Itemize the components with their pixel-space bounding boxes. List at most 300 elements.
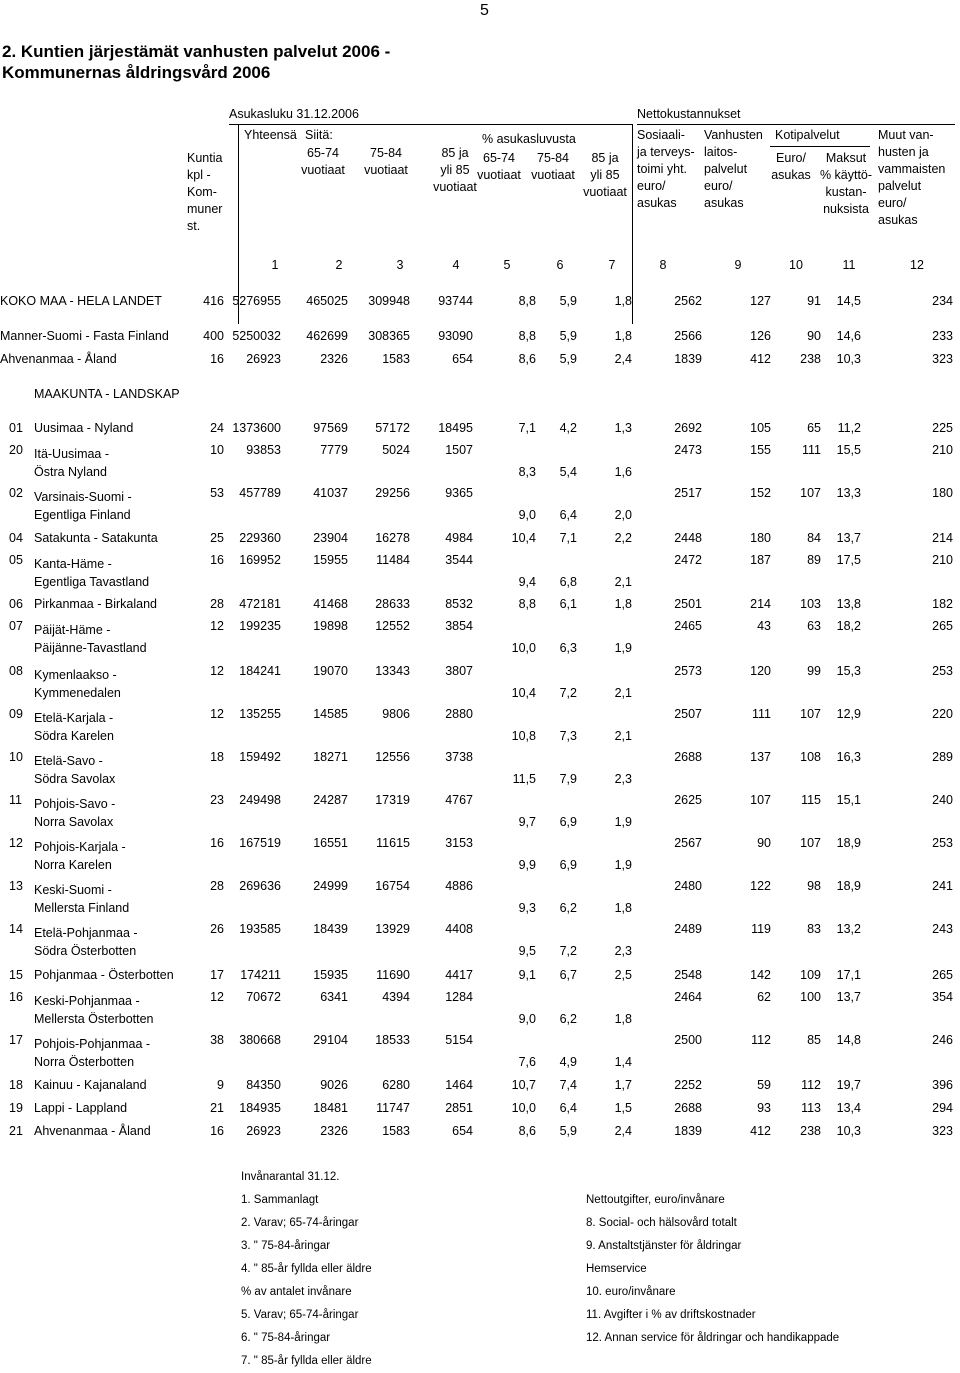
footnote-left-9: 7. " 85-år fyllda eller äldre bbox=[241, 1355, 372, 1367]
region-row-01-col-3: 57172 bbox=[375, 421, 410, 435]
total-row-1-col-8: 2566 bbox=[674, 329, 702, 343]
header-kuntia-line-1: Kuntia bbox=[187, 151, 223, 165]
region-row-05-col-0: 16 bbox=[210, 553, 224, 567]
total-row-2-col-8: 1839 bbox=[674, 352, 702, 366]
region-row-13-col-2: 24999 bbox=[313, 879, 348, 893]
region-row-10-col-11: 16,3 bbox=[836, 750, 861, 764]
region-row-02-col-9: 152 bbox=[750, 486, 771, 500]
region-row-18-col-1: 84350 bbox=[246, 1078, 281, 1092]
region-row-16-col-3: 4394 bbox=[382, 990, 410, 1004]
header-other-line-5: euro/ bbox=[878, 196, 907, 210]
region-row-08-col-11: 15,3 bbox=[836, 664, 861, 678]
total-row-2-col-0: 16 bbox=[210, 352, 224, 366]
region-row-07-col-1: 199235 bbox=[239, 619, 281, 633]
total-row-1-col-11: 14,6 bbox=[836, 329, 861, 343]
region-row-11-col-6: 6,9 bbox=[559, 815, 577, 829]
region-name: Päijät-Häme - bbox=[34, 623, 111, 637]
region-row-16-col-6: 6,2 bbox=[559, 1012, 577, 1026]
region-code: 13 bbox=[9, 879, 23, 893]
header-pct-65-74-line-2: vuotiaat bbox=[477, 168, 521, 182]
region-row-20-col-4: 1507 bbox=[445, 443, 473, 457]
region-row-13-col-0: 28 bbox=[210, 879, 224, 893]
total-row-2-col-1: 26923 bbox=[246, 352, 281, 366]
rule-asukasluku bbox=[229, 124, 632, 125]
region-row-07-col-0: 12 bbox=[210, 619, 224, 633]
region-name: Kainuu - Kajanaland bbox=[34, 1078, 147, 1092]
region-row-02-col-3: 29256 bbox=[375, 486, 410, 500]
region-row-21-col-2: 2326 bbox=[320, 1124, 348, 1138]
region-row-07-col-11: 18,2 bbox=[836, 619, 861, 633]
region-row-15-col-0: 17 bbox=[210, 968, 224, 982]
total-row-1-col-2: 462699 bbox=[306, 329, 348, 343]
region-row-18-col-12: 396 bbox=[932, 1078, 953, 1092]
footnote-left-7: 5. Varav; 65-74-åringar bbox=[241, 1309, 359, 1321]
region-row-04-col-5: 10,4 bbox=[511, 531, 536, 545]
region-row-01-col-7: 1,3 bbox=[614, 421, 632, 435]
region-row-21-col-12: 323 bbox=[932, 1124, 953, 1138]
region-row-19-col-10: 113 bbox=[801, 1101, 821, 1115]
region-row-09-col-2: 14585 bbox=[313, 707, 348, 721]
region-row-05-col-11: 17,5 bbox=[836, 553, 861, 567]
column-number-1: 1 bbox=[271, 258, 279, 272]
region-row-09-col-6: 7,3 bbox=[559, 729, 577, 743]
region-row-08-col-3: 13343 bbox=[375, 664, 410, 678]
region-row-15-col-6: 6,7 bbox=[559, 968, 577, 982]
column-number-9: 9 bbox=[734, 258, 742, 272]
region-row-09-col-7: 2,1 bbox=[614, 729, 632, 743]
region-row-08-col-9: 120 bbox=[750, 664, 771, 678]
region-row-20-col-3: 5024 bbox=[382, 443, 410, 457]
region-row-13-col-4: 4886 bbox=[445, 879, 473, 893]
region-row-11-col-1: 249498 bbox=[239, 793, 281, 807]
region-row-02-col-6: 6,4 bbox=[559, 508, 577, 522]
region-name-swedish: Egentliga Finland bbox=[34, 508, 131, 522]
total-row-0-col-2: 465025 bbox=[306, 294, 348, 308]
region-row-04-col-9: 180 bbox=[750, 531, 771, 545]
footnote-right-5: Hemservice bbox=[586, 1263, 647, 1275]
region-row-19-col-4: 2851 bbox=[445, 1101, 473, 1115]
column-number-11: 11 bbox=[842, 258, 856, 272]
total-row-0-col-0: 416 bbox=[203, 294, 224, 308]
total-row-0-col-10: 91 bbox=[807, 294, 821, 308]
region-name: Etelä-Savo - bbox=[34, 754, 103, 768]
header-count-65-74-line-1: 65-74 bbox=[307, 146, 339, 160]
total-row-2-col-2: 2326 bbox=[320, 352, 348, 366]
region-row-01-col-6: 4,2 bbox=[559, 421, 577, 435]
region-row-15-col-4: 4417 bbox=[445, 968, 473, 982]
region-row-02-col-10: 107 bbox=[800, 486, 821, 500]
total-row-2-col-7: 2,4 bbox=[614, 352, 632, 366]
region-row-08-col-10: 99 bbox=[807, 664, 821, 678]
region-name: Kanta-Häme - bbox=[34, 557, 112, 571]
region-row-05-col-3: 11484 bbox=[376, 553, 410, 567]
region-code: 07 bbox=[9, 619, 23, 633]
region-row-13-col-11: 18,9 bbox=[836, 879, 861, 893]
region-name: Keski-Suomi - bbox=[34, 883, 112, 897]
region-row-09-col-9: 111 bbox=[751, 707, 771, 721]
region-row-12-col-4: 3153 bbox=[445, 836, 473, 850]
region-row-18-col-7: 1,7 bbox=[614, 1078, 632, 1092]
total-row-0-col-4: 93744 bbox=[438, 294, 473, 308]
region-row-18-col-0: 9 bbox=[217, 1078, 224, 1092]
region-row-18-col-8: 2252 bbox=[674, 1078, 702, 1092]
header-institutional-line-3: palvelut bbox=[704, 162, 748, 176]
region-row-07-col-7: 1,9 bbox=[614, 641, 632, 655]
region-row-05-col-1: 169952 bbox=[239, 553, 281, 567]
region-row-13-col-1: 269636 bbox=[239, 879, 281, 893]
region-row-17-col-3: 18533 bbox=[375, 1033, 410, 1047]
region-row-21-col-7: 2,4 bbox=[614, 1124, 632, 1138]
region-row-16-col-11: 13,7 bbox=[836, 990, 861, 1004]
total-row-label: KOKO MAA - HELA LANDET bbox=[0, 294, 162, 308]
region-code: 19 bbox=[9, 1101, 23, 1115]
region-row-06-col-10: 103 bbox=[800, 597, 821, 611]
region-row-18-col-9: 59 bbox=[757, 1078, 771, 1092]
region-row-11-col-9: 107 bbox=[750, 793, 771, 807]
region-row-21-col-6: 5,9 bbox=[559, 1124, 577, 1138]
region-row-13-col-10: 98 bbox=[807, 879, 821, 893]
region-row-14-col-4: 4408 bbox=[445, 922, 473, 936]
region-row-21-col-9: 412 bbox=[750, 1124, 771, 1138]
region-row-12-col-6: 6,9 bbox=[559, 858, 577, 872]
region-row-16-col-1: 70672 bbox=[246, 990, 281, 1004]
footnote-right-2: Nettoutgifter, euro/invånare bbox=[586, 1194, 725, 1206]
region-row-15-col-1: 174211 bbox=[240, 968, 281, 982]
region-code: 14 bbox=[9, 922, 23, 936]
column-number-3: 3 bbox=[396, 258, 404, 272]
header-home-euro-line-1: Euro/ bbox=[776, 151, 806, 165]
region-name: Satakunta - Satakunta bbox=[34, 531, 158, 545]
region-row-20-col-10: 111 bbox=[801, 443, 821, 457]
region-row-19-col-11: 13,4 bbox=[836, 1101, 861, 1115]
region-row-09-col-1: 135255 bbox=[239, 707, 281, 721]
region-row-07-col-6: 6,3 bbox=[559, 641, 577, 655]
region-row-21-col-4: 654 bbox=[452, 1124, 473, 1138]
region-row-12-col-2: 16551 bbox=[313, 836, 348, 850]
region-row-14-col-3: 13929 bbox=[375, 922, 410, 936]
region-row-09-col-5: 10,8 bbox=[511, 729, 536, 743]
region-row-11-col-0: 23 bbox=[210, 793, 224, 807]
region-row-20-col-8: 2473 bbox=[674, 443, 702, 457]
region-row-01-col-5: 7,1 bbox=[518, 421, 536, 435]
region-row-06-col-5: 8,8 bbox=[518, 597, 536, 611]
region-row-06-col-6: 6,1 bbox=[559, 597, 577, 611]
region-row-15-col-12: 265 bbox=[932, 968, 953, 982]
region-code: 05 bbox=[9, 553, 23, 567]
region-row-20-col-9: 155 bbox=[750, 443, 771, 457]
region-row-18-col-2: 9026 bbox=[320, 1078, 348, 1092]
region-row-09-col-8: 2507 bbox=[674, 707, 702, 721]
total-row-1-col-7: 1,8 bbox=[614, 329, 632, 343]
region-row-04-col-3: 16278 bbox=[375, 531, 410, 545]
header-institutional-line-2: laitos- bbox=[704, 145, 738, 159]
region-row-07-col-10: 63 bbox=[807, 619, 821, 633]
region-name: Pirkanmaa - Birkaland bbox=[34, 597, 157, 611]
region-row-10-col-1: 159492 bbox=[239, 750, 281, 764]
region-name: Kymenlaakso - bbox=[34, 668, 117, 682]
region-row-13-col-8: 2480 bbox=[674, 879, 702, 893]
region-row-19-col-6: 6,4 bbox=[559, 1101, 577, 1115]
region-row-08-col-7: 2,1 bbox=[614, 686, 632, 700]
header-social-health-line-3: toimi yht. bbox=[637, 162, 688, 176]
region-row-04-col-7: 2,2 bbox=[614, 531, 632, 545]
region-row-06-col-3: 28633 bbox=[375, 597, 410, 611]
region-row-05-col-12: 210 bbox=[932, 553, 953, 567]
region-name: Lappi - Lappland bbox=[34, 1101, 128, 1115]
region-row-21-col-3: 1583 bbox=[382, 1124, 410, 1138]
region-row-13-col-3: 16754 bbox=[375, 879, 410, 893]
region-row-16-col-8: 2464 bbox=[674, 990, 702, 1004]
region-code: 20 bbox=[9, 443, 23, 457]
region-row-17-col-6: 4,9 bbox=[559, 1055, 577, 1069]
region-code: 15 bbox=[9, 968, 23, 982]
region-row-04-col-10: 84 bbox=[807, 531, 821, 545]
region-code: 17 bbox=[9, 1033, 23, 1047]
column-number-2: 2 bbox=[335, 258, 343, 272]
region-row-17-col-2: 29104 bbox=[313, 1033, 348, 1047]
header-count-85-line-1: 85 ja bbox=[441, 146, 469, 160]
region-row-20-col-12: 210 bbox=[932, 443, 953, 457]
region-row-12-col-7: 1,9 bbox=[614, 858, 632, 872]
region-row-14-col-0: 26 bbox=[210, 922, 224, 936]
region-row-11-col-5: 9,7 bbox=[518, 815, 536, 829]
header-institutional-line-1: Vanhusten bbox=[704, 128, 763, 142]
footnote-right-6: 10. euro/invånare bbox=[586, 1286, 676, 1298]
region-row-10-col-5: 11,5 bbox=[512, 772, 536, 786]
region-row-08-col-6: 7,2 bbox=[559, 686, 577, 700]
footnote-left-5: 4. " 85-år fyllda eller äldre bbox=[241, 1263, 372, 1275]
region-row-09-col-10: 107 bbox=[800, 707, 821, 721]
total-row-2-col-9: 412 bbox=[750, 352, 771, 366]
page-number: 5 bbox=[480, 2, 489, 19]
rule-kotipalvelut bbox=[770, 146, 870, 147]
region-row-10-col-3: 12556 bbox=[375, 750, 410, 764]
region-row-08-col-4: 3807 bbox=[445, 664, 473, 678]
region-row-20-col-11: 15,5 bbox=[836, 443, 861, 457]
footnote-right-7: 11. Avgifter i % av driftskostnader bbox=[586, 1309, 756, 1321]
total-row-1-col-0: 400 bbox=[203, 329, 224, 343]
region-row-09-col-11: 12,9 bbox=[836, 707, 861, 721]
header-other-line-2: husten ja bbox=[878, 145, 929, 159]
header-social-health-line-2: ja terveys- bbox=[637, 145, 695, 159]
region-row-11-col-12: 240 bbox=[932, 793, 953, 807]
region-row-06-col-0: 28 bbox=[210, 597, 224, 611]
region-row-15-col-9: 142 bbox=[750, 968, 771, 982]
region-row-16-col-10: 100 bbox=[800, 990, 821, 1004]
region-row-02-col-4: 9365 bbox=[445, 486, 473, 500]
region-row-15-col-3: 11690 bbox=[376, 968, 410, 982]
region-row-12-col-10: 107 bbox=[800, 836, 821, 850]
region-code: 06 bbox=[9, 597, 23, 611]
region-row-01-col-8: 2692 bbox=[674, 421, 702, 435]
region-row-11-col-3: 17319 bbox=[375, 793, 410, 807]
region-row-01-col-0: 24 bbox=[210, 421, 224, 435]
header-home-fees-line-2: % käyttö- bbox=[819, 168, 873, 182]
region-row-17-col-9: 112 bbox=[751, 1033, 771, 1047]
region-row-01-col-12: 225 bbox=[932, 421, 953, 435]
header-siita: Siitä: bbox=[305, 128, 333, 142]
region-name: Etelä-Pohjanmaa - bbox=[34, 926, 138, 940]
region-name: Etelä-Karjala - bbox=[34, 711, 114, 725]
region-row-14-col-11: 13,2 bbox=[836, 922, 861, 936]
header-home-euro-line-2: asukas bbox=[771, 168, 811, 182]
region-row-12-col-0: 16 bbox=[210, 836, 224, 850]
page-title-line-1: 2. Kuntien järjestämät vanhusten palvelut 2006 - bbox=[2, 42, 391, 61]
region-row-21-col-11: 10,3 bbox=[836, 1124, 861, 1138]
total-row-2-col-10: 238 bbox=[800, 352, 821, 366]
region-row-14-col-2: 18439 bbox=[313, 922, 348, 936]
header-home-fees-line-3: kustan- bbox=[825, 185, 867, 199]
footnote-left-3: 2. Varav; 65-74-åringar bbox=[241, 1217, 359, 1229]
region-row-16-col-0: 12 bbox=[210, 990, 224, 1004]
region-row-07-col-4: 3854 bbox=[445, 619, 473, 633]
region-row-05-col-9: 187 bbox=[750, 553, 771, 567]
total-row-2-col-12: 323 bbox=[932, 352, 953, 366]
region-row-09-col-12: 220 bbox=[932, 707, 953, 721]
region-code: 09 bbox=[9, 707, 23, 721]
total-row-1-col-4: 93090 bbox=[438, 329, 473, 343]
total-row-1-col-6: 5,9 bbox=[559, 329, 577, 343]
region-row-01-col-11: 11,2 bbox=[837, 421, 861, 435]
region-row-05-col-7: 2,1 bbox=[614, 575, 632, 589]
region-code: 12 bbox=[9, 836, 23, 850]
region-row-04-col-11: 13,7 bbox=[836, 531, 861, 545]
region-name-swedish: Östra Nyland bbox=[34, 465, 107, 479]
region-name-swedish: Södra Österbotten bbox=[34, 944, 137, 958]
region-row-13-col-12: 241 bbox=[932, 879, 953, 893]
header-pct-85-line-1: 85 ja bbox=[591, 151, 619, 165]
header-home-fees-line-4: nuksista bbox=[823, 202, 869, 216]
header-asukasluku: Asukasluku 31.12.2006 bbox=[229, 107, 359, 121]
total-row-label: Manner-Suomi - Fasta Finland bbox=[0, 329, 169, 343]
region-name-swedish: Norra Karelen bbox=[34, 858, 112, 872]
region-row-15-col-2: 15935 bbox=[313, 968, 348, 982]
region-row-11-col-2: 24287 bbox=[313, 793, 348, 807]
region-row-18-col-10: 112 bbox=[801, 1078, 821, 1092]
region-row-06-col-9: 214 bbox=[750, 597, 771, 611]
region-name: Itä-Uusimaa - bbox=[34, 447, 110, 461]
total-row-0-col-11: 14,5 bbox=[836, 294, 861, 308]
region-row-10-col-9: 137 bbox=[750, 750, 771, 764]
region-row-14-col-6: 7,2 bbox=[559, 944, 577, 958]
region-row-17-col-11: 14,8 bbox=[836, 1033, 861, 1047]
region-row-11-col-4: 4767 bbox=[445, 793, 473, 807]
region-row-18-col-5: 10,7 bbox=[511, 1078, 536, 1092]
region-row-14-col-9: 119 bbox=[751, 922, 771, 936]
region-row-17-col-12: 246 bbox=[932, 1033, 953, 1047]
region-row-02-col-7: 2,0 bbox=[614, 508, 632, 522]
region-row-10-col-4: 3738 bbox=[445, 750, 473, 764]
total-row-label: Ahvenanmaa - Åland bbox=[0, 352, 117, 366]
section-label: MAAKUNTA - LANDSKAP bbox=[34, 387, 180, 401]
region-row-07-col-3: 12552 bbox=[375, 619, 410, 633]
column-number-6: 6 bbox=[556, 258, 564, 272]
header-pct-75-84-line-2: vuotiaat bbox=[531, 168, 575, 182]
region-row-17-col-8: 2500 bbox=[674, 1033, 702, 1047]
region-row-18-col-3: 6280 bbox=[382, 1078, 410, 1092]
header-nettokustannukset: Nettokustannukset bbox=[637, 107, 741, 121]
region-row-01-col-4: 18495 bbox=[438, 421, 473, 435]
region-row-19-col-8: 2688 bbox=[674, 1101, 702, 1115]
region-row-04-col-2: 23904 bbox=[313, 531, 348, 545]
region-row-06-col-7: 1,8 bbox=[614, 597, 632, 611]
region-row-17-col-1: 380668 bbox=[239, 1033, 281, 1047]
total-row-0-col-7: 1,8 bbox=[614, 294, 632, 308]
column-number-5: 5 bbox=[503, 258, 511, 272]
footnote-left-8: 6. " 75-84-åringar bbox=[241, 1332, 331, 1344]
region-row-14-col-1: 193585 bbox=[239, 922, 281, 936]
region-row-09-col-3: 9806 bbox=[382, 707, 410, 721]
header-other-line-1: Muut van- bbox=[878, 128, 934, 142]
header-institutional-line-4: euro/ bbox=[704, 179, 733, 193]
column-number-4: 4 bbox=[452, 258, 460, 272]
region-name: Pohjois-Pohjanmaa - bbox=[34, 1037, 151, 1051]
region-row-19-col-7: 1,5 bbox=[614, 1101, 632, 1115]
header-pct-65-74-line-1: 65-74 bbox=[483, 151, 515, 165]
region-row-04-col-8: 2448 bbox=[674, 531, 702, 545]
region-row-02-col-12: 180 bbox=[932, 486, 953, 500]
region-row-20-col-7: 1,6 bbox=[614, 465, 632, 479]
total-row-1-col-3: 308365 bbox=[368, 329, 410, 343]
footnote-right-8: 12. Annan service för åldringar och handikappade bbox=[586, 1332, 840, 1344]
region-row-20-col-0: 10 bbox=[210, 443, 224, 457]
region-row-20-col-6: 5,4 bbox=[559, 465, 577, 479]
region-row-09-col-0: 12 bbox=[210, 707, 224, 721]
total-row-2-col-11: 10,3 bbox=[836, 352, 861, 366]
region-row-02-col-1: 457789 bbox=[239, 486, 281, 500]
header-pct-85-line-3: vuotiaat bbox=[583, 185, 627, 199]
total-row-1-col-5: 8,8 bbox=[518, 329, 536, 343]
header-institutional-line-5: asukas bbox=[704, 196, 744, 210]
header-other-line-3: vammaisten bbox=[878, 162, 946, 176]
region-row-15-col-5: 9,1 bbox=[518, 968, 536, 982]
region-name-swedish: Päijänne-Tavastland bbox=[34, 641, 147, 655]
region-row-19-col-9: 93 bbox=[757, 1101, 771, 1115]
region-row-15-col-10: 109 bbox=[800, 968, 821, 982]
region-code: 01 bbox=[9, 421, 23, 435]
region-row-10-col-10: 108 bbox=[800, 750, 821, 764]
region-row-16-col-7: 1,8 bbox=[614, 1012, 632, 1026]
region-name-swedish: Mellersta Finland bbox=[34, 901, 130, 915]
region-code: 08 bbox=[9, 664, 23, 678]
region-row-04-col-6: 7,1 bbox=[559, 531, 577, 545]
region-name: Uusimaa - Nyland bbox=[34, 421, 134, 435]
footnote-left-2: 1. Sammanlagt bbox=[241, 1194, 319, 1206]
region-row-17-col-5: 7,6 bbox=[518, 1055, 536, 1069]
region-code: 04 bbox=[9, 531, 23, 545]
region-row-04-col-4: 4984 bbox=[445, 531, 473, 545]
total-row-0-col-3: 309948 bbox=[368, 294, 410, 308]
region-row-17-col-7: 1,4 bbox=[614, 1055, 632, 1069]
region-row-17-col-10: 85 bbox=[807, 1033, 821, 1047]
header-home-fees-line-1: Maksut bbox=[825, 151, 867, 165]
page-title bbox=[2, 41, 390, 83]
footnote-left-4: 3. " 75-84-åringar bbox=[241, 1240, 331, 1252]
region-code: 10 bbox=[9, 750, 23, 764]
region-row-08-col-12: 253 bbox=[932, 664, 953, 678]
region-row-08-col-0: 12 bbox=[210, 664, 224, 678]
region-row-19-col-5: 10,0 bbox=[511, 1101, 536, 1115]
region-row-16-col-12: 354 bbox=[932, 990, 953, 1004]
region-row-08-col-5: 10,4 bbox=[511, 686, 536, 700]
region-name-swedish: Norra Savolax bbox=[34, 815, 114, 829]
region-row-02-col-5: 9,0 bbox=[518, 508, 536, 522]
region-row-04-col-0: 25 bbox=[210, 531, 224, 545]
region-row-12-col-3: 11615 bbox=[376, 836, 410, 850]
region-row-17-col-0: 38 bbox=[210, 1033, 224, 1047]
header-kuntia-line-3: Kom- bbox=[187, 185, 217, 199]
region-row-16-col-4: 1284 bbox=[445, 990, 473, 1004]
